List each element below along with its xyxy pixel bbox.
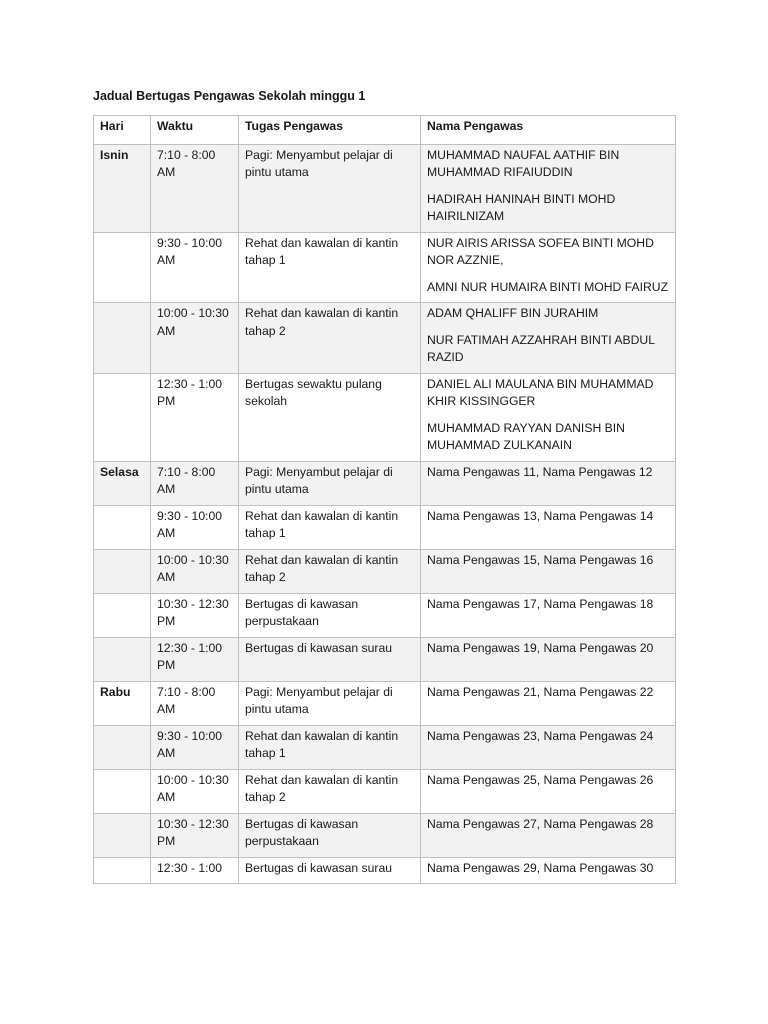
prefect-name: AMNI NUR HUMAIRA BINTI MOHD FAIRUZ	[427, 279, 669, 294]
cell-hari	[94, 303, 151, 374]
cell-waktu: 12:30 - 1:00 PM	[151, 637, 239, 681]
cell-hari	[94, 373, 151, 461]
prefect-name: Nama Pengawas 25, Nama Pengawas 26	[427, 772, 654, 787]
cell-tugas-pengawas: Bertugas di kawasan perpustakaan	[239, 593, 421, 637]
prefect-name: HADIRAH HANINAH BINTI MOHD HAIRILNIZAM	[427, 191, 616, 223]
cell-tugas-pengawas: Bertugas di kawasan surau	[239, 637, 421, 681]
table-row	[94, 813, 676, 857]
cell-waktu: 9:30 - 10:00 AM	[151, 505, 239, 549]
table-row	[94, 373, 676, 461]
cell-hari: Selasa	[94, 461, 151, 505]
table-row	[94, 725, 676, 769]
prefect-name: Nama Pengawas 23, Nama Pengawas 24	[427, 728, 654, 743]
cell-nama-pengawas	[421, 769, 676, 813]
cell-waktu: 7:10 - 8:00 AM	[151, 461, 239, 505]
cell-hari	[94, 769, 151, 813]
cell-tugas-pengawas: Bertugas di kawasan perpustakaan	[239, 813, 421, 857]
cell-tugas-pengawas: Pagi: Menyambut pelajar di pintu utama	[239, 144, 421, 232]
prefect-name: Nama Pengawas 27, Nama Pengawas 28	[427, 816, 654, 831]
cell-tugas-pengawas: Rehat dan kawalan di kantin tahap 2	[239, 303, 421, 374]
table-body	[94, 144, 676, 884]
table-row	[94, 232, 676, 303]
cell-waktu: 10:30 - 12:30 PM	[151, 813, 239, 857]
table-row	[94, 593, 676, 637]
cell-nama-pengawas	[421, 549, 676, 593]
table-row	[94, 303, 676, 374]
table-row	[94, 461, 676, 505]
cell-hari	[94, 725, 151, 769]
cell-waktu: 12:30 - 1:00	[151, 857, 239, 884]
table-row	[94, 769, 676, 813]
cell-nama-pengawas	[421, 144, 676, 232]
cell-waktu: 10:00 - 10:30 AM	[151, 549, 239, 593]
cell-nama-pengawas	[421, 857, 676, 884]
table-row	[94, 549, 676, 593]
cell-nama-pengawas	[421, 681, 676, 725]
cell-hari	[94, 549, 151, 593]
cell-nama-pengawas	[421, 725, 676, 769]
cell-hari	[94, 505, 151, 549]
cell-tugas-pengawas: Rehat dan kawalan di kantin tahap 1	[239, 505, 421, 549]
cell-hari: Isnin	[94, 144, 151, 232]
prefect-name: MUHAMMAD RAYYAN DANISH BIN MUHAMMAD ZULKANAIN	[427, 420, 625, 452]
prefect-name: Nama Pengawas 19, Nama Pengawas 20	[427, 640, 654, 655]
cell-waktu: 10:30 - 12:30 PM	[151, 593, 239, 637]
cell-tugas-pengawas: Bertugas sewaktu pulang sekolah	[239, 373, 421, 461]
prefect-name: DANIEL ALI MAULANA BIN MUHAMMAD KHIR KISSINGGER	[427, 376, 654, 408]
cell-tugas-pengawas: Rehat dan kawalan di kantin tahap 1	[239, 725, 421, 769]
prefect-name: Nama Pengawas 11, Nama Pengawas 12	[427, 464, 653, 479]
cell-hari	[94, 637, 151, 681]
prefect-name: Nama Pengawas 21, Nama Pengawas 22	[427, 684, 654, 699]
cell-tugas-pengawas: Pagi: Menyambut pelajar di pintu utama	[239, 461, 421, 505]
document-page	[93, 86, 675, 884]
cell-waktu: 9:30 - 10:00 AM	[151, 232, 239, 303]
table-header-row	[94, 116, 676, 145]
cell-waktu: 12:30 - 1:00 PM	[151, 373, 239, 461]
table-row	[94, 505, 676, 549]
duty-schedule-table	[93, 115, 676, 884]
document-title: Jadual Bertugas Pengawas Sekolah minggu 1	[93, 89, 366, 103]
prefect-name: MUHAMMAD NAUFAL AATHIF BIN MUHAMMAD RIFAIUDDIN	[427, 147, 620, 179]
prefect-name: NUR AIRIS ARISSA SOFEA BINTI MOHD NOR AZZNIE,	[427, 235, 654, 267]
table-row	[94, 144, 676, 232]
cell-nama-pengawas	[421, 593, 676, 637]
cell-hari	[94, 857, 151, 884]
cell-nama-pengawas	[421, 505, 676, 549]
table-row	[94, 857, 676, 884]
cell-tugas-pengawas: Pagi: Menyambut pelajar di pintu utama	[239, 681, 421, 725]
cell-tugas-pengawas: Rehat dan kawalan di kantin tahap 1	[239, 232, 421, 303]
cell-tugas-pengawas: Bertugas di kawasan surau	[239, 857, 421, 884]
table-row	[94, 681, 676, 725]
header-hari: Hari	[94, 116, 151, 145]
cell-nama-pengawas	[421, 373, 676, 461]
header-waktu: Waktu	[151, 116, 239, 145]
cell-nama-pengawas	[421, 461, 676, 505]
table-row	[94, 637, 676, 681]
cell-tugas-pengawas: Rehat dan kawalan di kantin tahap 2	[239, 769, 421, 813]
cell-nama-pengawas	[421, 637, 676, 681]
cell-waktu: 7:10 - 8:00 AM	[151, 144, 239, 232]
cell-nama-pengawas	[421, 813, 676, 857]
prefect-name: Nama Pengawas 29, Nama Pengawas 30	[427, 860, 654, 875]
cell-hari	[94, 232, 151, 303]
prefect-name: ADAM QHALIFF BIN JURAHIM	[427, 306, 599, 320]
prefect-name: Nama Pengawas 13, Nama Pengawas 14	[427, 508, 654, 523]
cell-hari	[94, 593, 151, 637]
cell-hari	[94, 813, 151, 857]
cell-waktu: 9:30 - 10:00 AM	[151, 725, 239, 769]
cell-waktu: 10:00 - 10:30 AM	[151, 769, 239, 813]
cell-nama-pengawas	[421, 303, 676, 374]
prefect-name: Nama Pengawas 15, Nama Pengawas 16	[427, 552, 654, 567]
cell-waktu: 10:00 - 10:30 AM	[151, 303, 239, 374]
header-tugas-pengawas: Tugas Pengawas	[239, 116, 421, 145]
prefect-name: Nama Pengawas 17, Nama Pengawas 18	[427, 596, 654, 611]
header-nama-pengawas: Nama Pengawas	[421, 116, 676, 145]
prefect-name: NUR FATIMAH AZZAHRAH BINTI ABDUL RAZID	[427, 332, 655, 364]
cell-waktu: 7:10 - 8:00 AM	[151, 681, 239, 725]
cell-nama-pengawas	[421, 232, 676, 303]
cell-hari: Rabu	[94, 681, 151, 725]
cell-tugas-pengawas: Rehat dan kawalan di kantin tahap 2	[239, 549, 421, 593]
